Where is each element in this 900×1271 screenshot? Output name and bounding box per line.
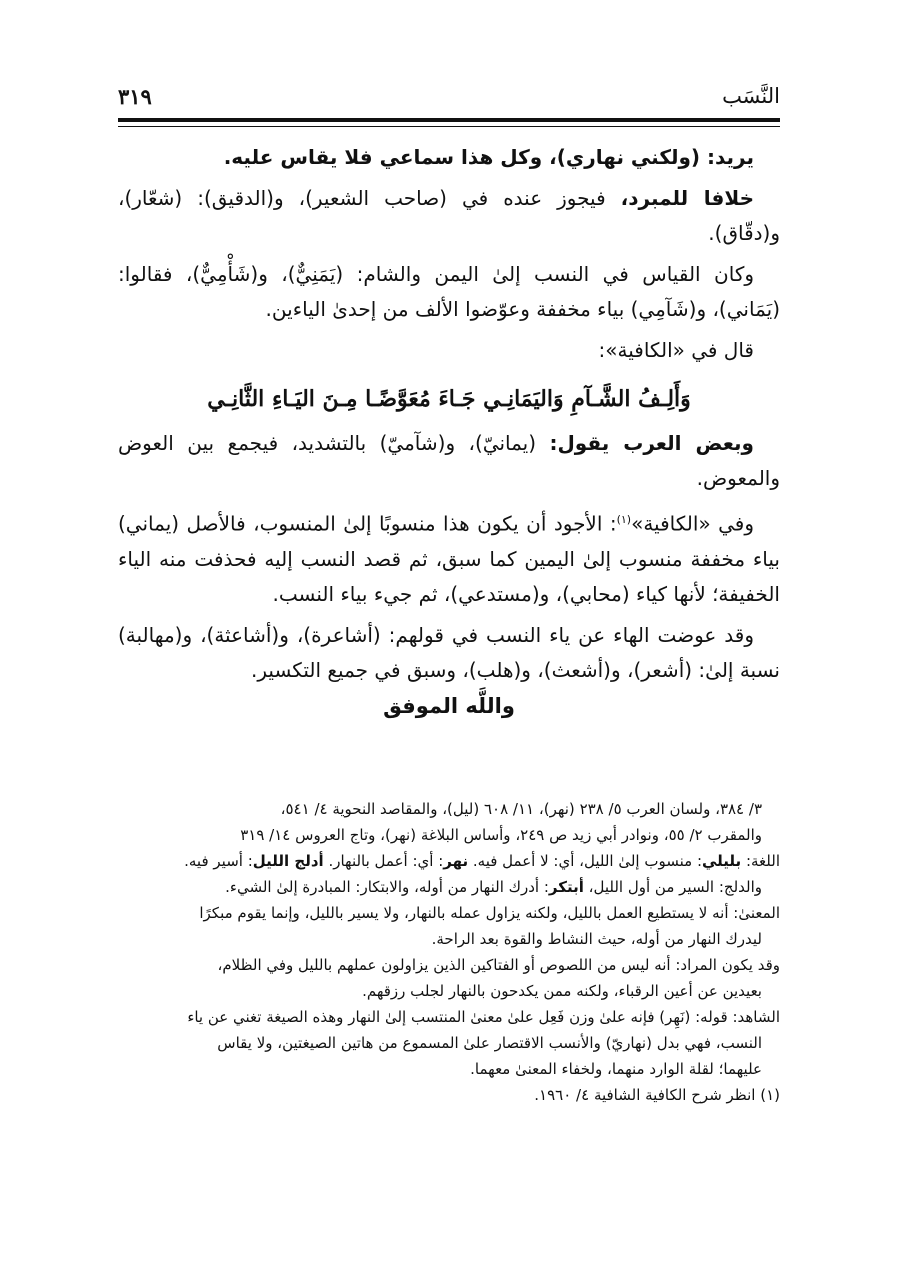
- chapter-title: النَّسَب: [722, 84, 780, 108]
- footnote-line-6: ليدرك النهار من أوله، حيث النشاط والقوة بعد الراحة.: [431, 930, 762, 948]
- fn3-a: اللغة:: [741, 852, 780, 870]
- footnote-line-2: والمقرب ٢/ ٥٥، ونوادر أبي زيد ص ٢٤٩، وأساس البلاغة (نهر)، وتاج العروس ١٤/ ٣١٩: [240, 826, 762, 844]
- fn3-c2: : أي: أعمل بالنهار.: [323, 852, 444, 870]
- fn4-a: والدلج: السير من أول الليل،: [583, 878, 762, 896]
- footnote-line-12: (١) انظر شرح الكافية الشافية ٤/ ١٩٦٠.: [534, 1086, 780, 1104]
- paragraph-7: وقد عوضت الهاء عن ياء النسب في قولهم: (أشاعرة)، و(أشاعثة)، و(مهالبة) نسبة إلىٰ: (أشعر)، و(أشعث)، و(هلب)، وسبق في جميع التكسير.: [118, 622, 780, 682]
- poetry-verse: وَأَلِـفُ الشَّـآمِ وَاليَمَانِـي جَـاءَ مُعَوَّضًـا مِـنَ اليَـاءِ الثَّانِـي: [207, 386, 691, 412]
- paragraph-6-a: وفي «الكافية»: [631, 511, 754, 536]
- paragraph-6: [118, 502, 780, 612]
- footnote-line-3: [118, 848, 780, 874]
- fn4-term: أبتكر: [548, 878, 584, 896]
- paragraph-5-lead: وبعض العرب يقول:: [549, 431, 754, 455]
- footnote-line-4: [118, 874, 780, 900]
- footnote-line-8: بعيدين عن أعين الرقباء، ولكنه ممن يكدحون بالنهار لجلب رزقهم.: [362, 982, 762, 1000]
- fn3-c1: : منسوب إلىٰ الليل، أي: لا أعمل فيه.: [468, 852, 702, 870]
- footnote-line-7: وقد يكون المراد: أنه ليس من اللصوص أو الفتاكين الذين يزاولون عملهم بالليل وفي الظلام،: [217, 956, 780, 974]
- footnote-line-10: النسب، فهي بدل (نهاريّ) والأنسب الاقتصار علىٰ المسموع من هاتين الصيغتين، ولا يقاس: [217, 1034, 762, 1052]
- fn3-c3: : أسير فيه.: [184, 852, 253, 870]
- footnotes: [118, 796, 780, 1108]
- paragraph-2-lead: خلافا للمبرد،: [620, 186, 754, 210]
- fn3-term-2: نهر: [443, 852, 469, 870]
- footnote-line-1: ٣/ ٣٨٤، ولسان العرب ٥/ ٢٣٨ (نهر)، ١١/ ٦٠٨ (ليل)، والمقاصد النحوية ٤/ ٥٤١،: [280, 800, 762, 818]
- paragraph-2-rest: فيجوز عنده في (صاحب الشعير)، و(الدقيق): (شعّار)، و(دقّاق).: [118, 186, 780, 245]
- fn3-term-3: أدلج الليل: [252, 852, 324, 870]
- fn4-c: : أدرك النهار من أوله، والابتكار: المبادرة إلىٰ الشيء.: [225, 878, 549, 896]
- main-text: [118, 140, 780, 739]
- footnote-line-9: الشاهد: قوله: (نَهِر) فإنه علىٰ وزن فَعِل علىٰ معنىٰ المنتسب إلىٰ النهار وهذه الصيغة تغني عن ياء: [187, 1008, 780, 1026]
- paragraph-5-rest: (يمانيّ)، و(شآميّ) بالتشديد، فيجمع بين العوض والمعوض.: [118, 431, 780, 490]
- footnote-marker: (١): [616, 513, 632, 526]
- header-rule-thin: [118, 126, 780, 127]
- paragraph-1: يريد: (ولكني نهاري)، وكل هذا سماعي فلا يقاس عليه.: [223, 145, 754, 169]
- closing-phrase: واللَّه الموفق: [383, 693, 515, 718]
- page-number: ٣١٩: [118, 84, 152, 109]
- footnote-line-5: المعنىٰ: أنه لا يستطيع العمل بالليل، ولكنه يزاول عمله بالنهار، ولا يسير بالليل، وإنما يقوم مبكرًا: [199, 904, 780, 922]
- header-rule-thick: [118, 118, 780, 122]
- paragraph-2: [118, 181, 780, 251]
- page-header: [118, 84, 780, 114]
- fn3-term-1: بليلي: [702, 852, 742, 870]
- paragraph-4: قال في «الكافية»:: [598, 338, 754, 362]
- paragraph-5: [118, 426, 780, 496]
- footnote-line-11: عليهما؛ لقلة الوارد منهما، ولخفاء المعنىٰ معهما.: [470, 1060, 762, 1078]
- paragraph-6-b: : الأجود أن يكون هذا منسوبًا إلىٰ المنسوب، فالأصل (يماني) بياء مخففة منسوب إلىٰ اليمين كما سبق، ثم قصد النسب إليه فحذفت منه الياء الخفيفة؛ لأنها كياء (محابي)، و(مستدعي)، ثم جيء بياء النسب.: [118, 511, 780, 606]
- paragraph-3: وكان القياس في النسب إلىٰ اليمن والشام: (يَمَنِيٌّ)، و(شَأْمِيٌّ)، فقالوا: (يَمَاني)، و(شَآمِي) بياء مخففة وعوّضوا الألف من إحدىٰ الياءين.: [118, 262, 780, 321]
